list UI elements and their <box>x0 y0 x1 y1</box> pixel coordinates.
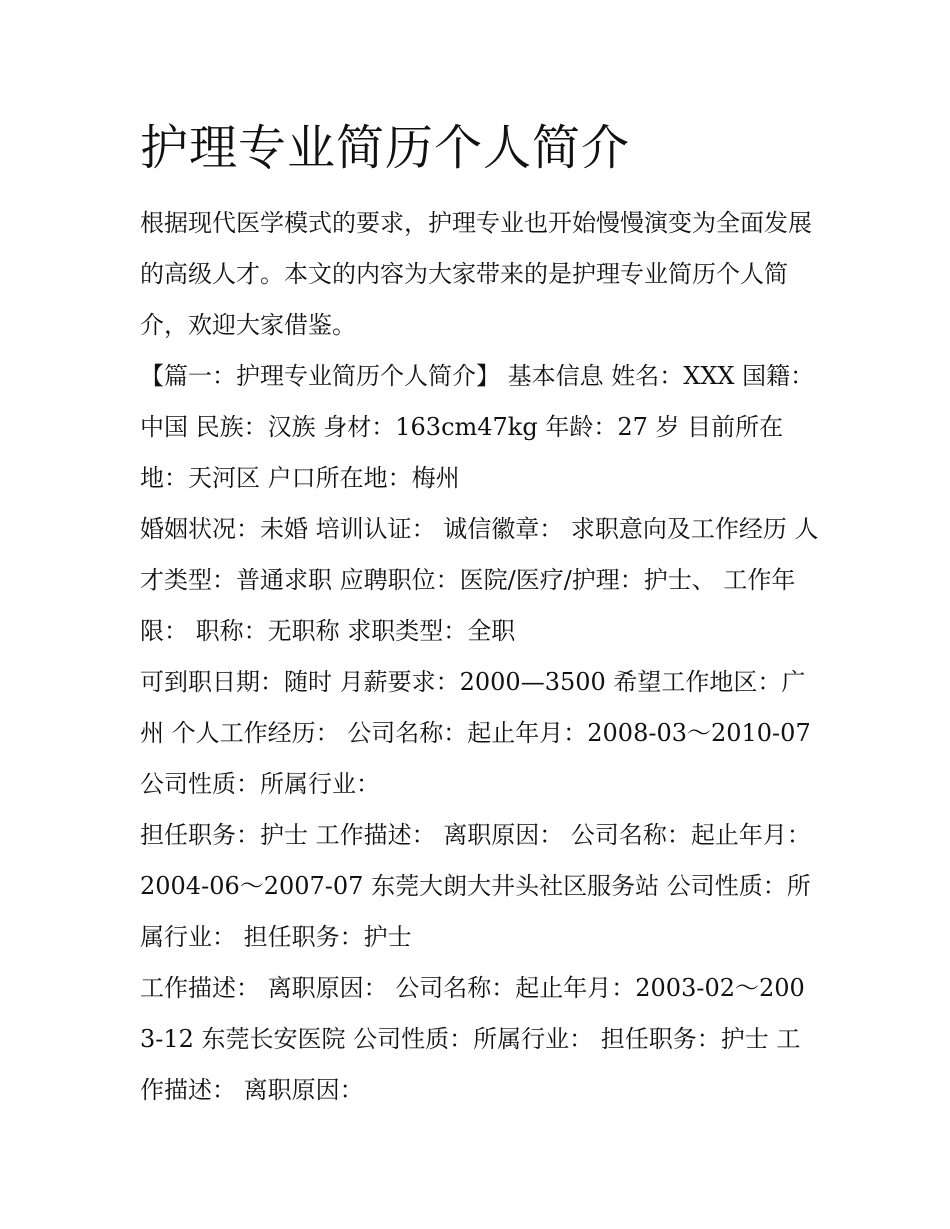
document-body <box>140 198 820 1116</box>
basic-info-paragraph: 【篇一：护理专业简历个人简介】 基本信息 姓名：XXX 国籍：中国 民族：汉族 身材：163cm47kg 年龄：27 岁 目前所在地：天河区 户口所在地：梅州 <box>140 362 815 492</box>
intro-paragraph: 根据现代医学模式的要求，护理专业也开始慢慢演变为全面发展的高级人才。本文的内容为大家带来的是护理专业简历个人简介，欢迎大家借鉴。 <box>140 209 812 339</box>
work-experience-paragraph-2: 担任职务：护士 工作描述： 离职原因： 公司名称：起止年月：2004-06～2007-07 东莞大朗大井头社区服务站 公司性质：所属行业： 担任职务：护士 <box>140 821 811 951</box>
work-experience-paragraph-3: 工作描述： 离职原因： 公司名称：起止年月：2003-02～2003-12 东莞长安医院 公司性质：所属行业： 担任职务：护士 工作描述： 离职原因： <box>140 974 805 1104</box>
job-intention-paragraph: 婚姻状况：未婚 培训认证： 诚信徽章： 求职意向及工作经历 人才类型：普通求职 应聘职位：医院/医疗/护理：护士、 工作年限： 职称：无职称 求职类型：全职 <box>140 515 819 645</box>
work-experience-paragraph-1: 可到职日期：随时 月薪要求：2000—3500 希望工作地区：广州 个人工作经历： 公司名称：起止年月：2008-03～2010-07 公司性质：所属行业： <box>140 668 811 798</box>
document-title: 护理专业简历个人简介 <box>140 120 631 176</box>
